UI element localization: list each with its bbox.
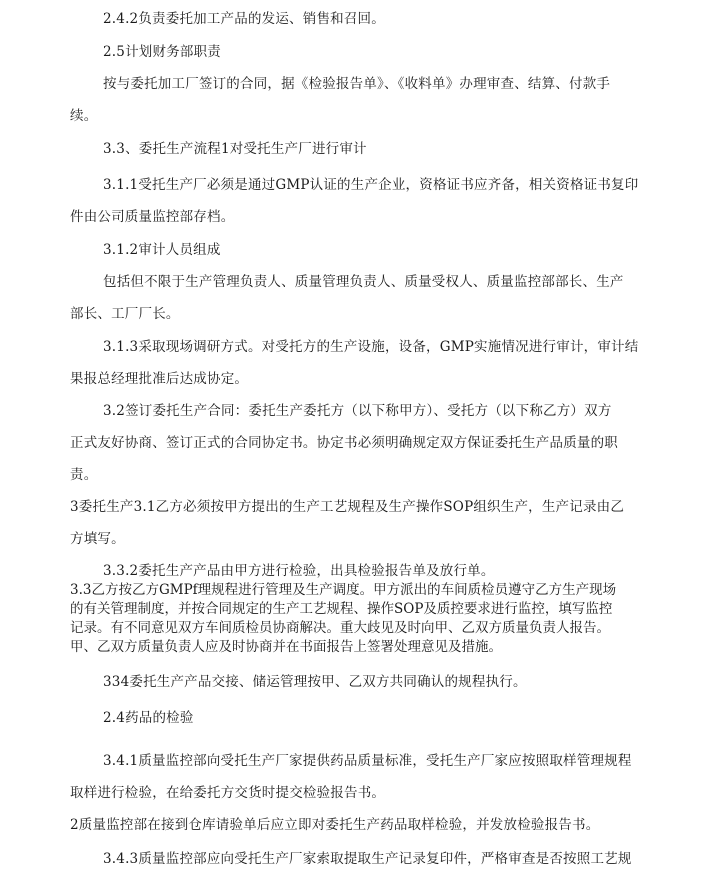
paragraph-line: 果报总经理批准后达成协定。	[70, 371, 249, 387]
paragraph-line: 334委托生产产品交接、储运管理按甲、乙双方共同确认的规程执行。	[103, 674, 527, 690]
paragraph-line: 2质量监控部在接到仓库请验单后应立即对委托生产药品取样检验，并发放检验报告书。	[70, 817, 600, 833]
paragraph-line: 包括但不限于生产管理负责人、质量管理负责人、质量受权人、质量监控部部长、生产	[103, 274, 624, 290]
paragraph-line: 3.4.1质量监控部向受托生产厂家提供药品质量标准，受托生产厂家应按照取样管理规程	[103, 753, 632, 769]
paragraph-line: 3委托生产3.1乙方必须按甲方提出的生产工艺规程及生产操作SOP组织生产，生产记录由乙	[70, 499, 625, 515]
paragraph-line: 续。	[70, 108, 98, 124]
paragraph-line: 记录。有不同意见双方车间质检员协商解决。重大歧见及时向甲、乙双方质量负责人报告。	[70, 620, 610, 636]
paragraph-line: 3.1.3采取现场调研方式。对受托方的生产设施，设备，GMP实施情况进行审计，审计结	[103, 339, 639, 355]
paragraph-line: 正式友好协商、签订正式的合同协定书。协定书必须明确规定双方保证委托生产品质量的职	[70, 435, 618, 451]
section-2-4-heading: 2.4药品的检验	[103, 710, 194, 726]
paragraph-line: 3.3.2委托生产产品由甲方进行检验，出具检验报告单及放行单。	[103, 563, 495, 579]
section-2-5-heading: 2.5计划财务部职责	[103, 44, 221, 60]
section-2-4-2: 2.4.2负责委托加工产品的发运、销售和召回。	[103, 11, 385, 27]
paragraph-line: 甲、乙双方质量负责人应及时协商并在书面报告上签署处理意见及措施。	[70, 639, 502, 655]
paragraph-line: 3.1.1受托生产厂必须是通过GMP认证的生产企业，资格证书应齐备，相关资格证书复印	[103, 177, 639, 193]
paragraph-line: 责。	[70, 467, 98, 483]
paragraph-line: 3.4.3质量监控部应向受托生产厂家索取提取生产记录复印件，严格审查是否按照工艺规	[103, 851, 632, 867]
paragraph-line: 件由公司质量监控部存档。	[70, 209, 235, 225]
section-3-1-2-heading: 3.1.2审计人员组成	[103, 242, 221, 258]
paragraph-line: 3.2签订委托生产合同：委托生产委托方（以下称甲方）、受托方（以下称乙方）双方	[103, 403, 612, 419]
paragraph-line: 部长、工厂厂长。	[70, 306, 180, 322]
paragraph-line: 3.3乙方按乙方GMPf理规程进行管理及生产调度。甲方派出的车间质检员遵守乙方生产现场	[70, 582, 617, 598]
paragraph-line: 按与委托加工厂签订的合同，据《检验报告单》、《收料单》办理审查、结算、付款手	[103, 76, 611, 92]
paragraph-line: 取样进行检验，在给委托方交货时提交检验报告书。	[70, 785, 386, 801]
paragraph-line: 方填写。	[70, 531, 125, 547]
section-3-3-heading: 3.3、委托生产流程1对受托生产厂进行审计	[103, 141, 367, 157]
paragraph-line: 的有关管理制度，并按合同规定的生产工艺规程、操作SOP及质控要求进行监控，填写监控	[70, 601, 613, 617]
